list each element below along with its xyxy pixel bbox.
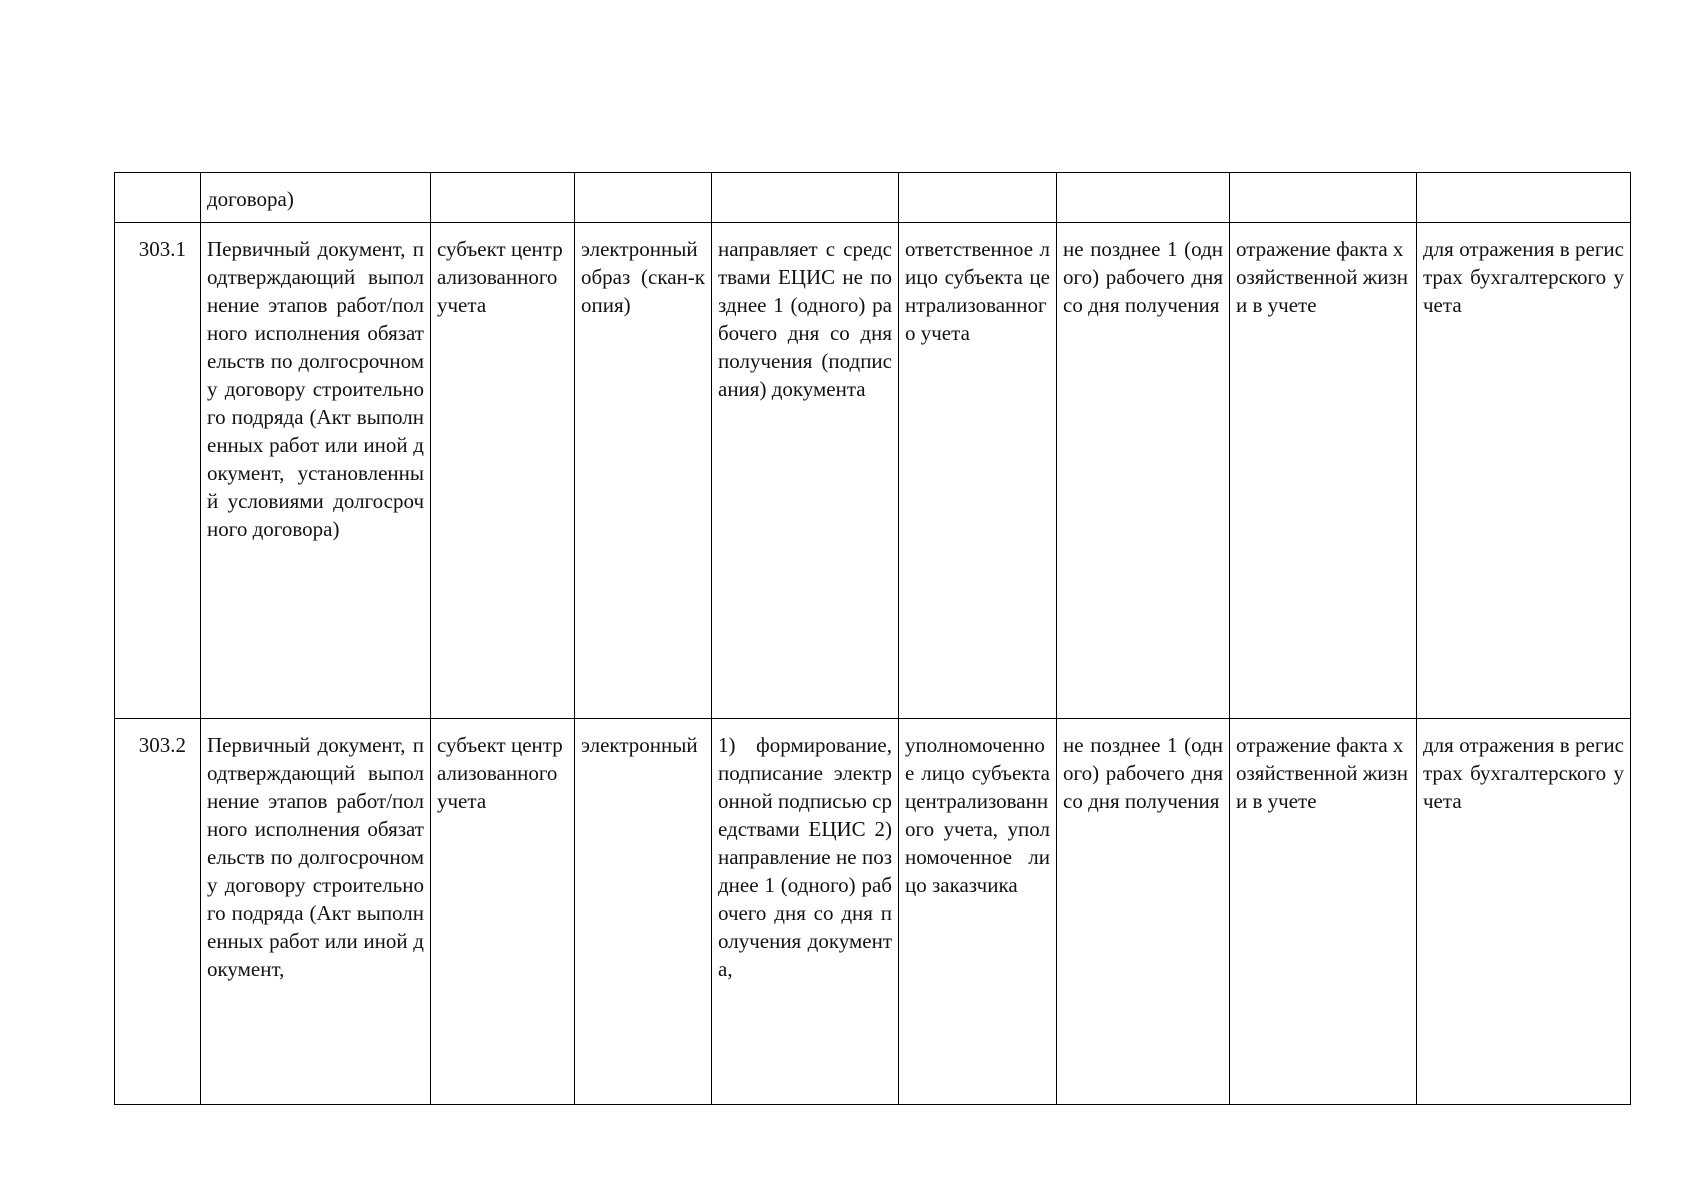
- purpose-cell: для отражения в регистрах бухгалтерского учета: [1417, 223, 1631, 719]
- document-table: [114, 172, 1631, 1105]
- responsible-cell: [431, 173, 575, 223]
- table-row: [115, 173, 1631, 223]
- row-number-cell: [115, 173, 201, 223]
- row-number-cell: 303.2: [115, 719, 201, 1105]
- purpose-short-cell: [1230, 173, 1417, 223]
- row-number-cell: 303.1: [115, 223, 201, 719]
- procedure-cell: 1) формирование, подписание электронной подписью средствами ЕЦИС 2) направление не позднее 1 (одного) рабочего дня со дня получения документа,: [712, 719, 899, 1105]
- deadline-cell: не позднее 1 (одного) рабочего дня со дня получения: [1057, 719, 1230, 1105]
- executor-cell: [899, 173, 1057, 223]
- form-cell: электронный образ (скан-копия): [575, 223, 712, 719]
- purpose-cell: для отражения в регистрах бухгалтерского учета: [1417, 719, 1631, 1105]
- document-cell: Первичный документ, подтверждающий выполнение этапов работ/полного исполнения обязательств по долгосрочному договору строительного подряда (Акт выполненных работ или иной документ, установленный условиями долгосрочного договора): [201, 223, 431, 719]
- document-cell: Первичный документ, подтверждающий выполнение этапов работ/полного исполнения обязательств по долгосрочному договору строительного подряда (Акт выполненных работ или иной документ,: [201, 719, 431, 1105]
- responsible-cell: субъект централизованного учета: [431, 223, 575, 719]
- form-cell: [575, 173, 712, 223]
- procedure-cell: направляет с средствами ЕЦИС не позднее 1 (одного) рабочего дня со дня получения (подписания) документа: [712, 223, 899, 719]
- responsible-cell: субъект централизованного учета: [431, 719, 575, 1105]
- purpose-cell: [1417, 173, 1631, 223]
- deadline-cell: [1057, 173, 1230, 223]
- purpose-short-cell: отражение факта хозяйственной жизни в учете: [1230, 223, 1417, 719]
- table-row: [115, 719, 1631, 1105]
- table-row: [115, 223, 1631, 719]
- deadline-cell: не позднее 1 (одного) рабочего дня со дня получения: [1057, 223, 1230, 719]
- executor-cell: уполномоченное лицо субъекта централизованного учета, уполномоченное лицо заказчика: [899, 719, 1057, 1105]
- procedure-cell: [712, 173, 899, 223]
- purpose-short-cell: отражение факта хозяйственной жизни в учете: [1230, 719, 1417, 1105]
- executor-cell: ответственное лицо субъекта централизованного учета: [899, 223, 1057, 719]
- document-cell: договора): [201, 173, 431, 223]
- form-cell: электронный: [575, 719, 712, 1105]
